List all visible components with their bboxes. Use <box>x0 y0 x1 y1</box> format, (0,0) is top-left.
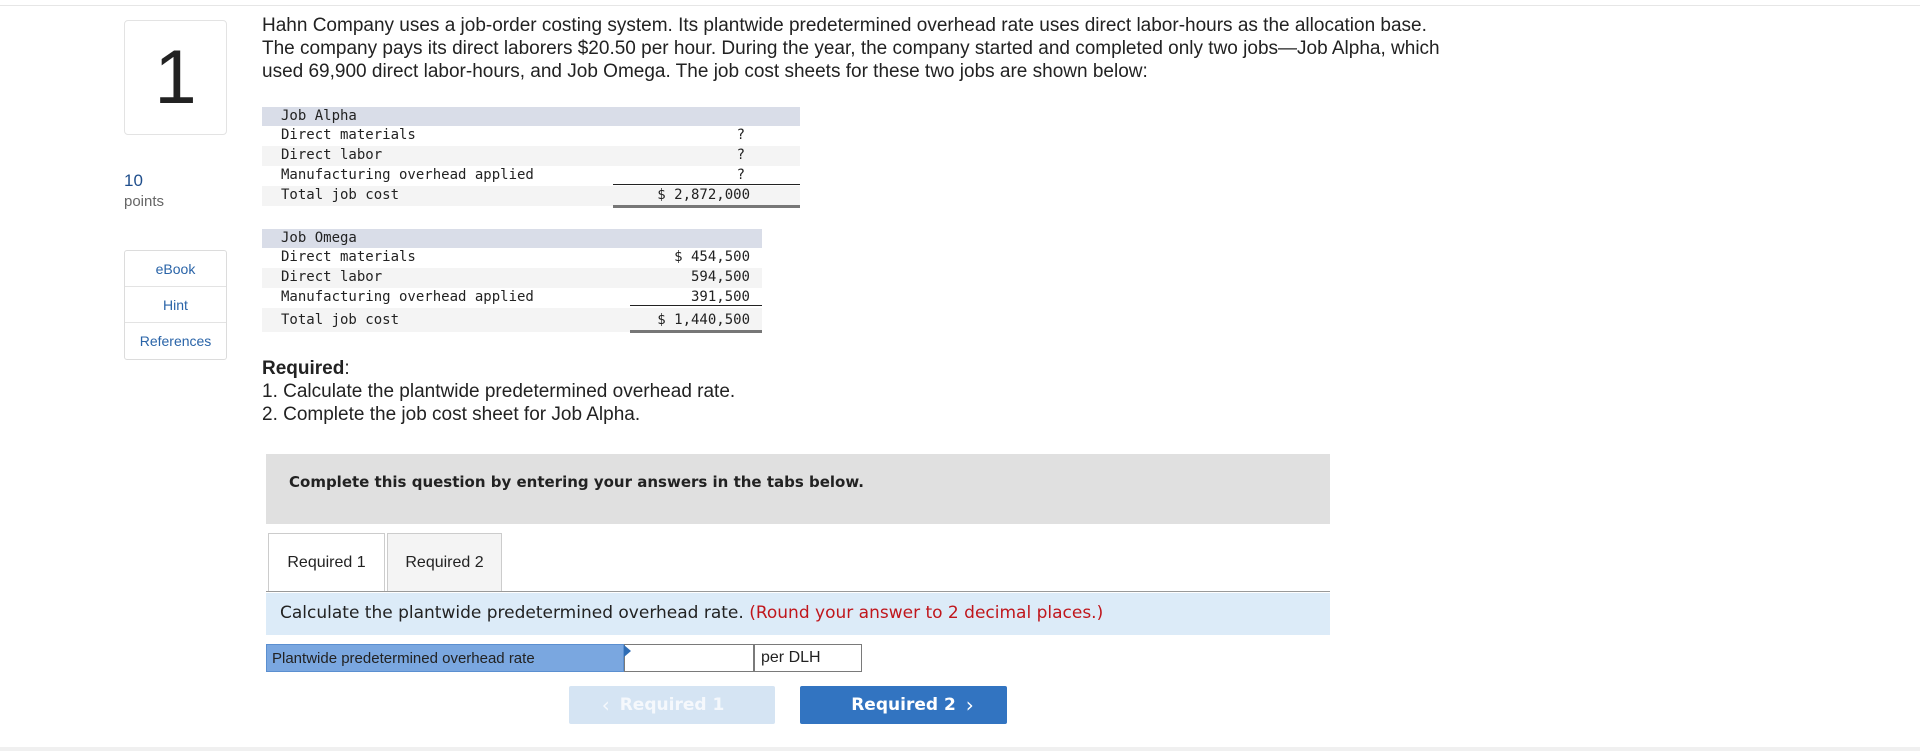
row-label: Direct materials <box>281 249 416 265</box>
references-link[interactable]: References <box>139 333 212 349</box>
total-double-line <box>613 205 800 208</box>
job-title: Job Alpha <box>281 108 357 124</box>
required-item-1: 1. Calculate the plantwide predetermined overhead rate. <box>262 381 736 402</box>
required-title: Required <box>262 358 345 379</box>
prev-button-label: Required 1 <box>619 695 725 715</box>
row-label: Direct labor <box>281 269 383 285</box>
table-header-row <box>262 229 762 248</box>
prompt-text: Calculate the plantwide predetermined overhead rate. <box>280 603 744 623</box>
required-colon: : <box>344 358 350 379</box>
table-header-row <box>262 107 800 126</box>
input-flag-icon <box>624 645 631 657</box>
question-number: 1 <box>124 20 227 135</box>
row-label: Manufacturing overhead applied <box>281 167 534 183</box>
subtotal-line <box>613 184 800 185</box>
job-omega-cost-sheet <box>262 229 762 332</box>
row-value: ? <box>736 147 745 163</box>
points-label: points <box>124 193 165 210</box>
table-row <box>262 308 762 332</box>
row-value: $ 454,500 <box>674 249 750 265</box>
tab-required-1[interactable]: Required 1 <box>268 533 385 592</box>
table-row <box>262 186 800 206</box>
next-tab-button[interactable] <box>800 686 1007 724</box>
hint-link[interactable]: Hint <box>125 287 226 323</box>
tab-required-2[interactable]: Required 2 <box>387 533 502 592</box>
bottom-divider <box>0 747 1920 751</box>
table-row <box>262 268 762 288</box>
chevron-left-icon: ‹ <box>601 693 610 717</box>
points-value: 10 <box>124 171 143 190</box>
prev-tab-button[interactable] <box>569 686 775 724</box>
required-section <box>262 357 735 426</box>
row-value: ? <box>736 167 745 183</box>
subtotal-line <box>630 305 762 306</box>
table-row <box>262 146 800 166</box>
question-text: Hahn Company uses a job-order costing system. Its plantwide predetermined overhead rate uses direct labor-hours as the allocation base. The company pays its direct laborers $20.50 per hour. During the year, the company started and completed only two jobs—Job Alpha, which used 69,900 direct labor-hours, and Job Omega. The job cost sheets for these two jobs are shown below: <box>262 15 1440 82</box>
tab-divider <box>266 591 1330 592</box>
overhead-rate-input[interactable] <box>624 644 754 672</box>
row-label: Manufacturing overhead applied <box>281 289 534 305</box>
chevron-right-icon: › <box>965 693 974 717</box>
table-row <box>262 166 800 186</box>
required-item-2: 2. Complete the job cost sheet for Job Alpha. <box>262 404 641 425</box>
row-value: 391,500 <box>690 289 750 305</box>
ebook-link[interactable]: eBook <box>125 251 226 287</box>
row-label: Total job cost <box>281 187 400 203</box>
table-row <box>262 248 762 268</box>
table-row <box>262 126 800 146</box>
total-value: $ 2,872,000 <box>657 187 750 203</box>
panel-prompt <box>266 593 1330 635</box>
answer-label: Plantwide predetermined overhead rate <box>266 644 624 672</box>
rounding-note: (Round your answer to 2 decimal places.) <box>749 603 1104 623</box>
row-label: Direct labor <box>281 147 383 163</box>
answer-unit: per DLH <box>754 644 862 672</box>
top-divider <box>0 5 1920 6</box>
job-title: Job Omega <box>281 230 357 246</box>
row-value: ? <box>736 127 745 143</box>
next-button-label: Required 2 <box>851 695 956 715</box>
row-label: Direct materials <box>281 127 416 143</box>
total-value: $ 1,440,500 <box>657 312 750 328</box>
total-double-line <box>630 330 762 333</box>
resources-panel <box>124 250 227 360</box>
job-alpha-cost-sheet <box>262 107 800 206</box>
instruction-box: Complete this question by entering your answers in the tabs below. <box>266 454 1330 524</box>
row-value: 594,500 <box>690 269 750 285</box>
row-label: Total job cost <box>281 312 400 328</box>
